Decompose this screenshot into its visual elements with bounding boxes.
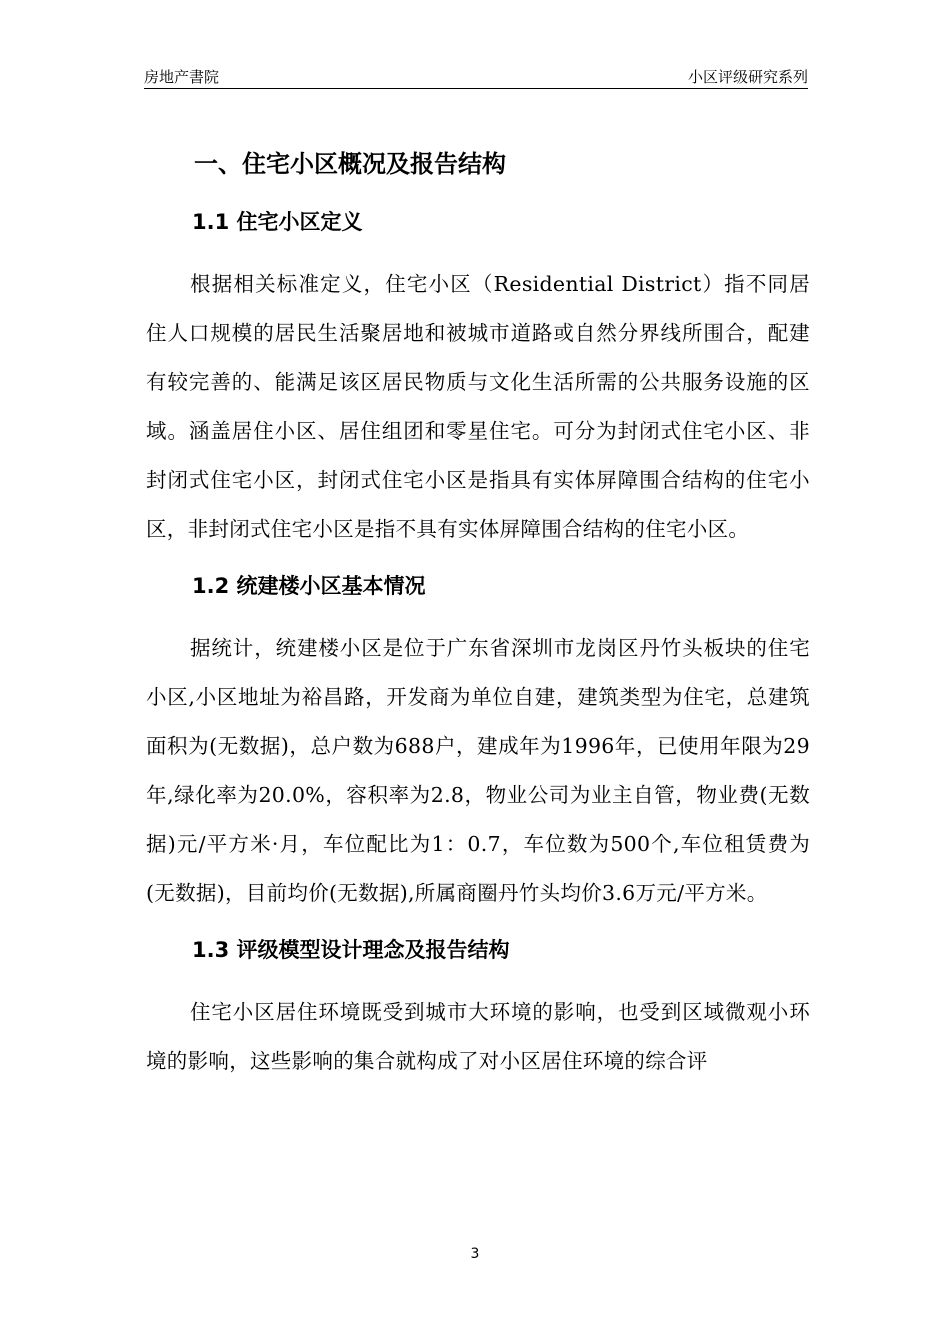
document-body [146, 140, 810, 1098]
header-left-text: 房地产書院 [144, 68, 220, 86]
page-header [144, 66, 808, 89]
section-heading-1-3: 1.3 评级模型设计理念及报告结构 [192, 938, 510, 962]
section-paragraph-1-3: 住宅小区居住环境既受到城市大环境的影响，也受到区域微观小环境的影响，这些影响的集合就构成了对小区居住环境的综合评 [146, 1000, 810, 1073]
page-number: 3 [470, 1246, 480, 1262]
header-right-text: 小区评级研究系列 [687, 68, 808, 86]
section-paragraph-1-1: 根据相关标准定义，住宅小区（Residential District）指不同居住人口规模的居民生活聚居地和被城市道路或自然分界线所围合，配建有较完善的、能满足该区居民物质与文化生活所需的公共服务设施的区域。涵盖居住小区、居住组团和零星住宅。可分为封闭式住宅小区、非封闭式住宅小区，封闭式住宅小区是指具有实体屏障围合结构的住宅小区，非封闭式住宅小区是指不具有实体屏障围合结构的住宅小区。 [146, 272, 810, 541]
section-heading-1-1: 1.1 住宅小区定义 [192, 210, 363, 234]
chapter-title: 一、住宅小区概况及报告结构 [194, 150, 506, 178]
section-paragraph-1-2: 据统计，统建楼小区是位于广东省深圳市龙岗区丹竹头板块的住宅小区,小区地址为裕昌路，开发商为单位自建，建筑类型为住宅，总建筑面积为(无数据)，总户数为688户，建成年为1996年，已使用年限为29年,绿化率为20.0%，容积率为2.8，物业公司为业主自管，物业费(无数据)元/平方米·月，车位配比为1：0.7，车位数为500个,车位租赁费为(无数据)，目前均价(无数据),所属商圈丹竹头均价3.6万元/平方米。 [146, 636, 810, 905]
section-heading-1-2: 1.2 统建楼小区基本情况 [192, 574, 426, 598]
